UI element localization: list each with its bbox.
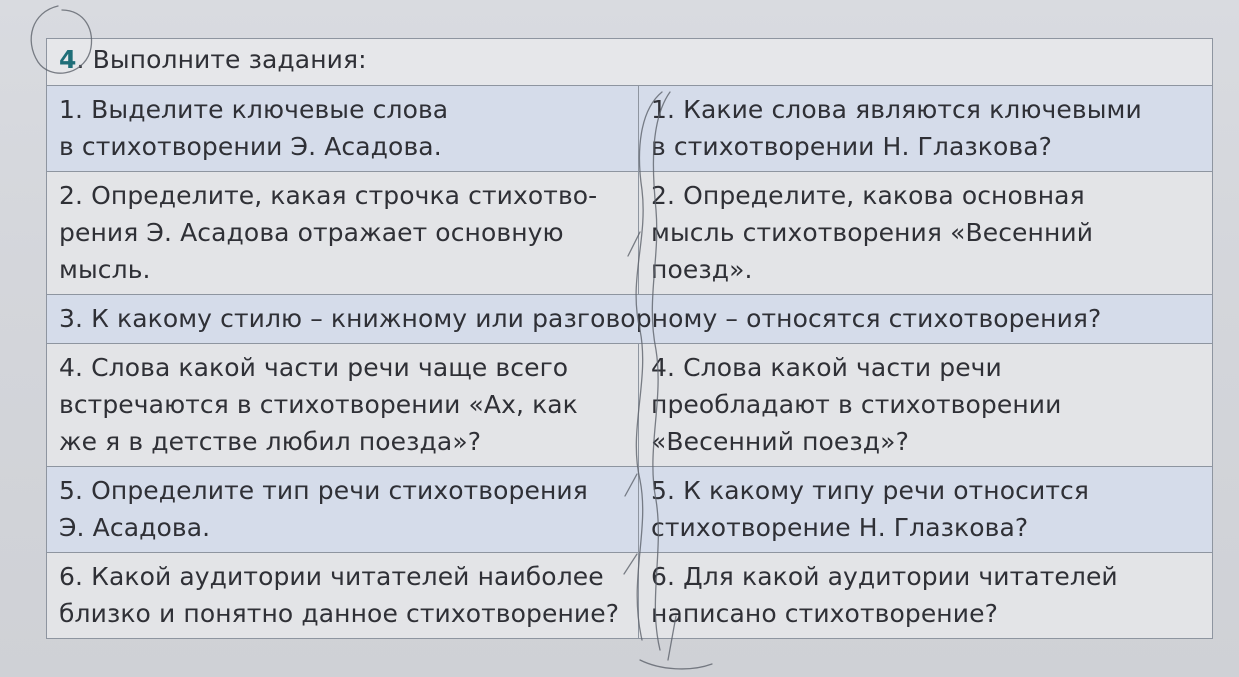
cell-line: «Весенний поезд»?	[651, 427, 909, 456]
task-cell-left	[47, 467, 639, 553]
task-cell-full	[47, 295, 1213, 344]
cell-line: рения Э. Асадова отражает основную	[59, 218, 564, 247]
cell-line: 6. Какой аудитории читателей наиболее	[59, 562, 604, 591]
table-row	[47, 295, 1213, 344]
cell-line: мысль стихотворения «Весенний	[651, 218, 1094, 247]
task-cell-right	[639, 172, 1213, 295]
task-cell-left	[47, 344, 639, 467]
cell-line: 5. Определите тип речи стихотворения	[59, 476, 588, 505]
cell-line: встречаются в стихотворении «Ах, как	[59, 390, 578, 419]
cell-line: 6. Для какой аудитории читателей	[651, 562, 1118, 591]
table-row	[47, 344, 1213, 467]
table-header-row	[47, 39, 1213, 86]
task-title: . Выполните задания:	[76, 45, 367, 74]
task-cell-left	[47, 553, 639, 639]
task-header	[47, 39, 1213, 86]
task-cell-left	[47, 86, 639, 172]
table-row	[47, 467, 1213, 553]
cell-line: поезд».	[651, 255, 753, 284]
cell-line: же я в детстве любил поезда»?	[59, 427, 482, 456]
cell-line: 3. К какому стилю – книжному или разговорному – относятся стихотворения?	[59, 304, 1102, 333]
cell-line: мысль.	[59, 255, 151, 284]
task-number: 4	[59, 45, 77, 74]
task-table	[46, 38, 1213, 639]
cell-line: 5. К какому типу речи относится	[651, 476, 1089, 505]
cell-line: 1. Какие слова являются ключевыми	[651, 95, 1142, 124]
task-cell-right	[639, 467, 1213, 553]
task-cell-right	[639, 344, 1213, 467]
cell-line: 2. Определите, какая строчка стихотво-	[59, 181, 598, 210]
cell-line: близко и понятно данное стихотворение?	[59, 599, 620, 628]
cell-line: 1. Выделите ключевые слова	[59, 95, 449, 124]
cell-line: 2. Определите, какова основная	[651, 181, 1085, 210]
table-row	[47, 553, 1213, 639]
table-row	[47, 86, 1213, 172]
cell-line: 4. Слова какой части речи	[651, 353, 1002, 382]
task-cell-right	[639, 553, 1213, 639]
task-cell-left	[47, 172, 639, 295]
cell-line: Э. Асадова.	[59, 513, 211, 542]
cell-line: преобладают в стихотворении	[651, 390, 1062, 419]
table-row	[47, 172, 1213, 295]
cell-line: 4. Слова какой части речи чаще всего	[59, 353, 569, 382]
cell-line: стихотворение Н. Глазкова?	[651, 513, 1029, 542]
cell-line: в стихотворении Н. Глазкова?	[651, 132, 1053, 161]
task-cell-right	[639, 86, 1213, 172]
pencil-underline-mark	[640, 660, 712, 669]
cell-line: написано стихотворение?	[651, 599, 998, 628]
cell-line: в стихотворении Э. Асадова.	[59, 132, 442, 161]
